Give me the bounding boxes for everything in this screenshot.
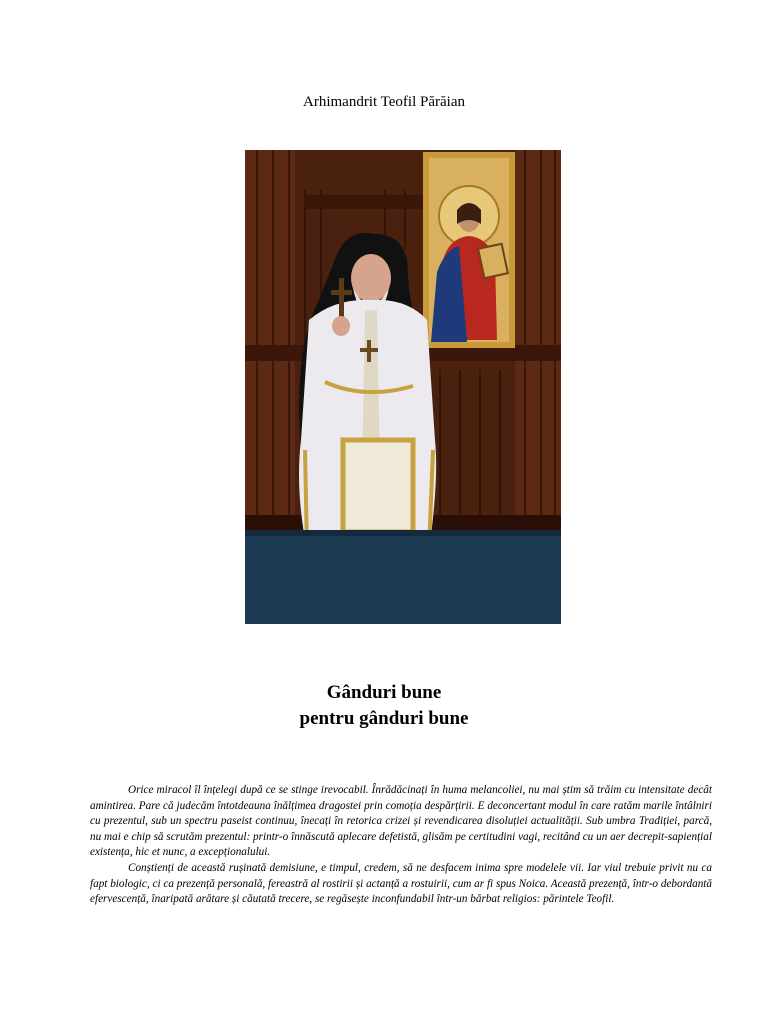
title-line-2: pentru gânduri bune bbox=[299, 708, 469, 729]
author-name: Arhimandrit Teofil Părăian bbox=[303, 94, 465, 110]
document-title bbox=[0, 680, 768, 732]
portrait-photo bbox=[245, 150, 561, 624]
paragraph-2: Conștienți de această rușinată demisiune, e timpul, credem, să ne desfacem inima spre modelele vii. Iar viul trebuie privit nu ca fapt biologic, ci ca prezență personală, fereastră al rostirii și actanță a rostuirii, cum ar fi spus Noica. Această prezență, într-o debordantă efervescență, înaripată arătare și căutată trecere, se regăsește inconfundabil într-un bărbat religios: părintele Teofil. bbox=[90, 861, 712, 906]
title-line-1: Gânduri bune bbox=[326, 682, 442, 703]
body-text bbox=[90, 783, 712, 908]
paragraph-1: Orice miracol îl înțelegi după ce se stinge irevocabil. Înrădăcinați în huma melancoliei, nu mai știm să trăim cu intensitate decât amintirea. Pare că judecăm întotdeauna înălțimea dragostei prin comoția despărțirii. E deconcertant modul în care ratăm marile întâlniri cu prezentul, sub un spectru paseist continuu, înecați în retorica crizei și revendicarea disoluției actualității. Sub umbra Tradiției, parcă, nu mai e chip să scrutăm prezentul: printr-o înnăscută aplecare defetistă, glisăm pe certitudini vagi, recitând cu un aer decrepit-sapiențial existența, hic et nunc, a excepționalului. bbox=[90, 784, 712, 859]
